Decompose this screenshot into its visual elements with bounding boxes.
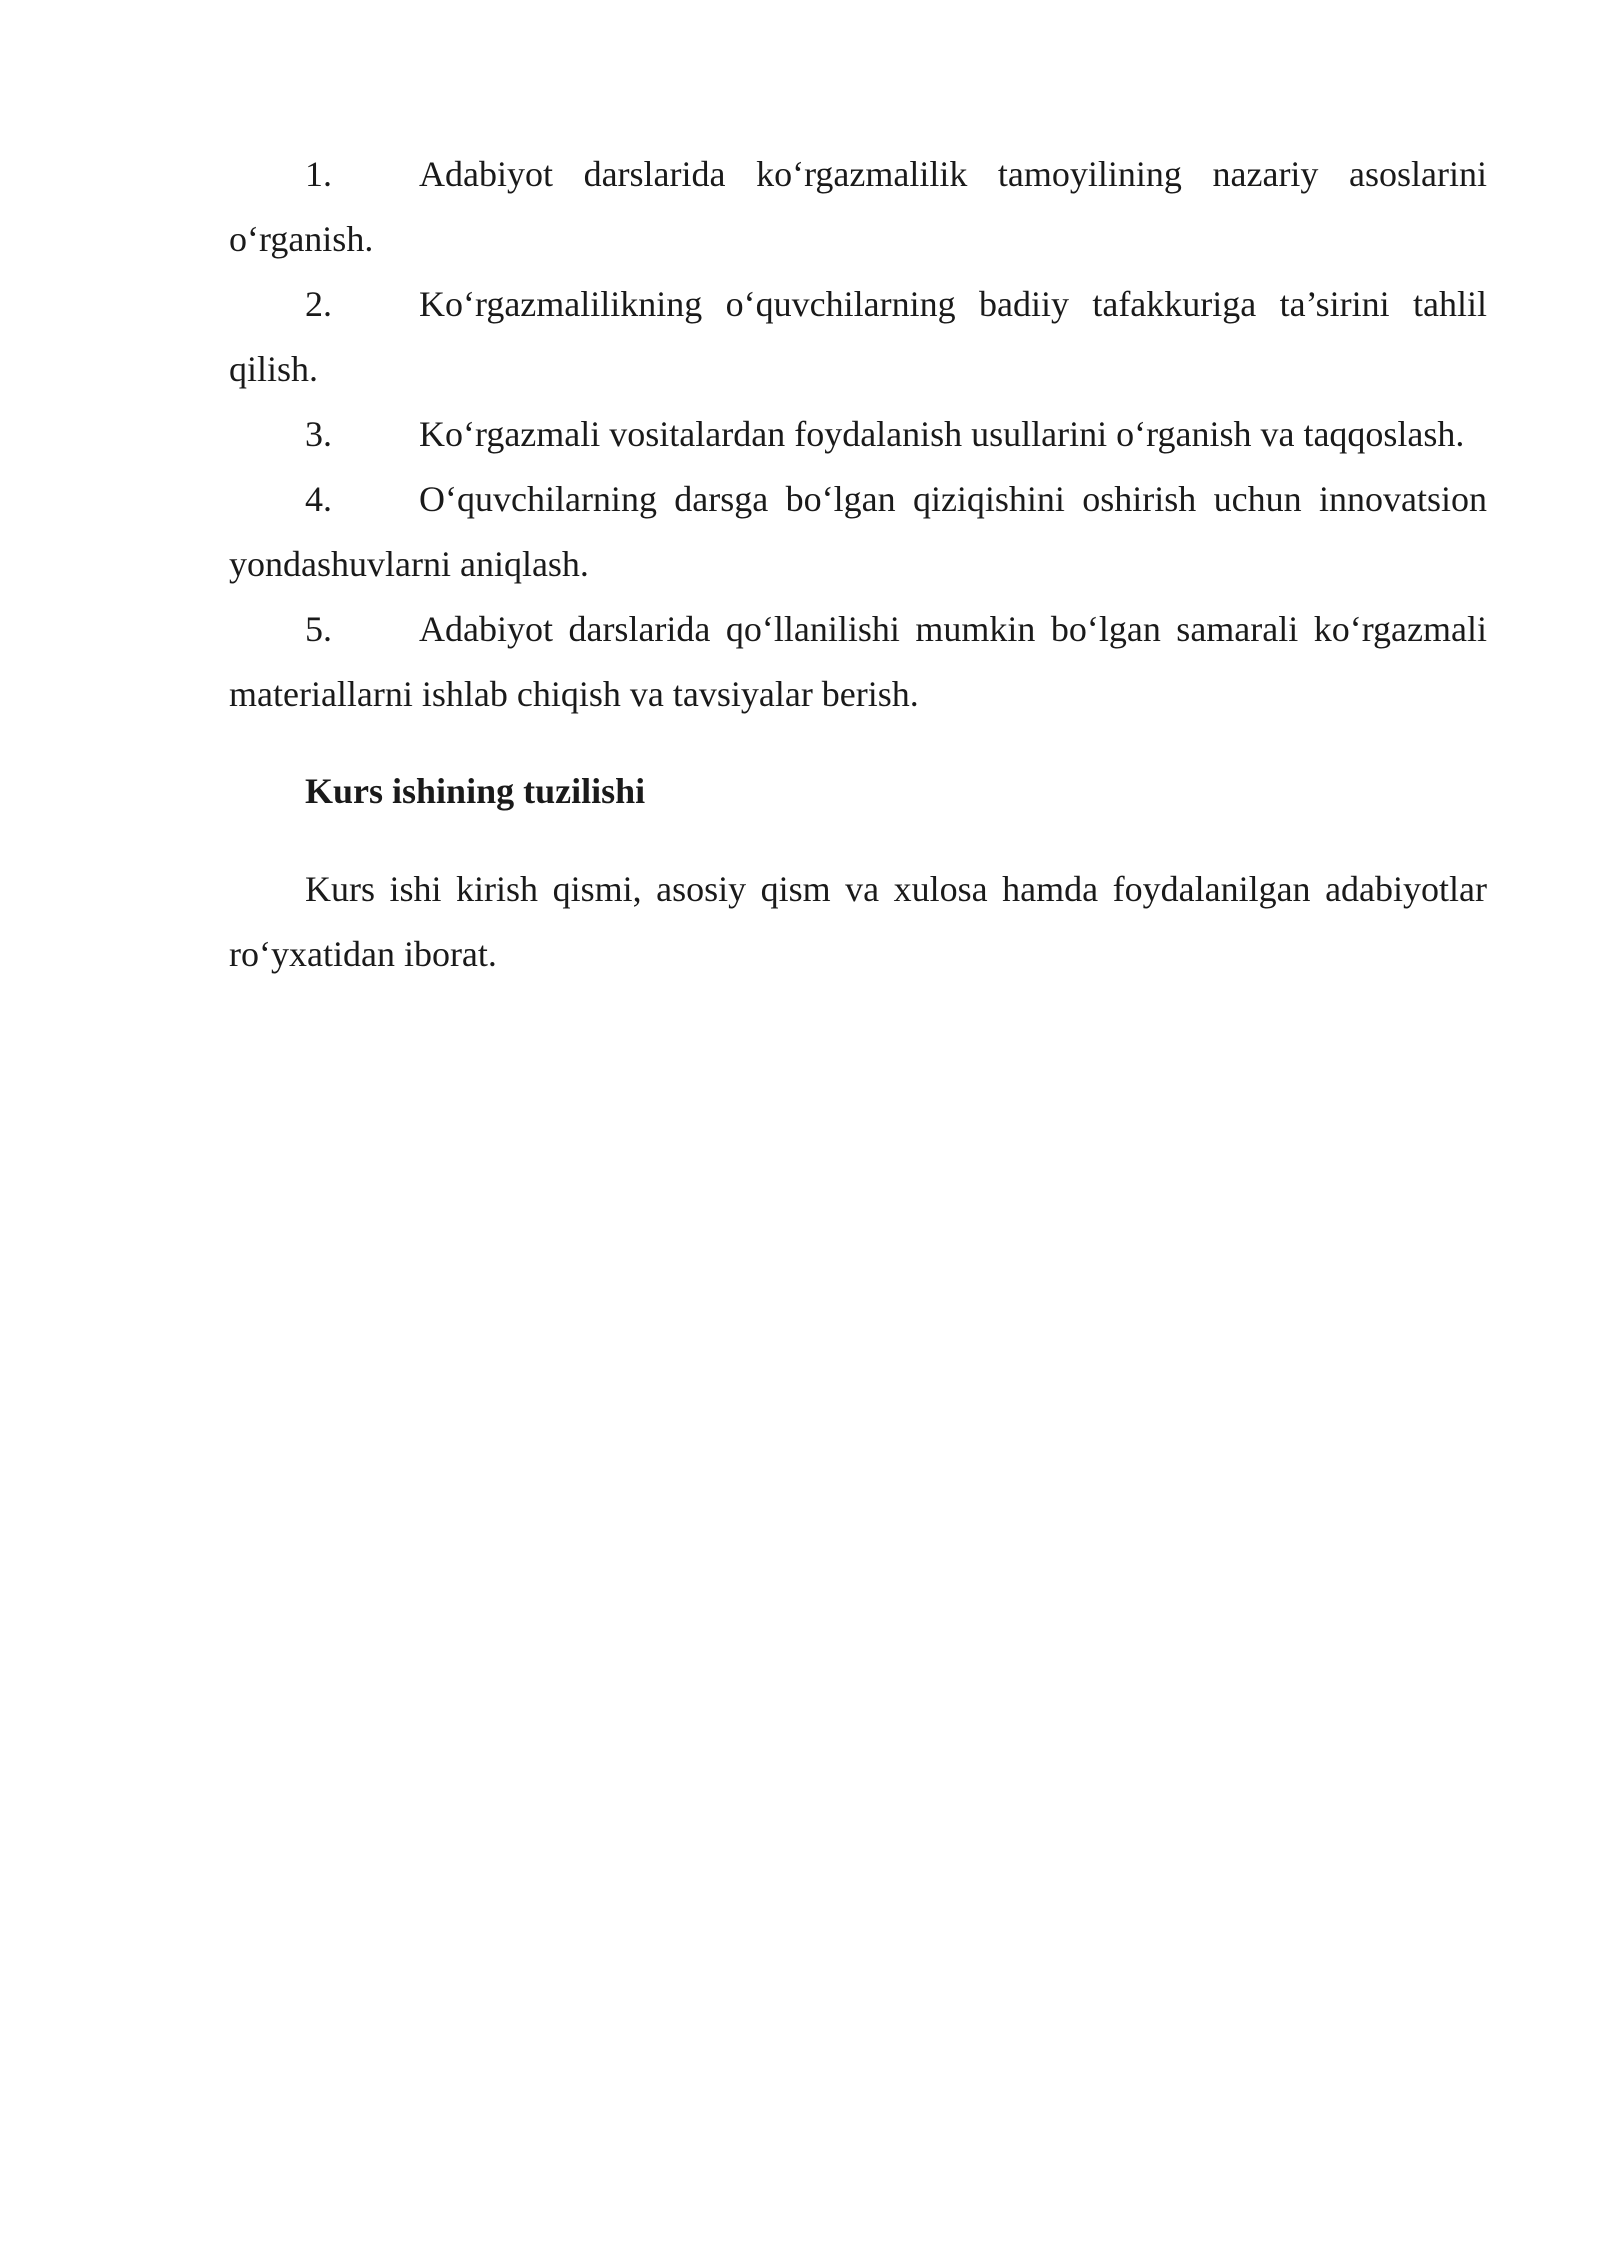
list-item-text: Adabiyot darslarida qo‘llanilishi mumkin bo‘lgan samarali ko‘rgazmali materiallarni ishlab chiqish va tavsiyalar berish. bbox=[229, 609, 1487, 714]
list-item-text: Ko‘rgazmali vositalardan foydalanish usullarini o‘rganish va taqqoslash. bbox=[419, 414, 1465, 454]
list-item-text: O‘quvchilarning darsga bo‘lgan qiziqishini oshirish uchun innovatsion yondashuvlarni aniqlash. bbox=[229, 479, 1487, 584]
list-item bbox=[229, 597, 1487, 727]
section-heading: Kurs ishining tuzilishi bbox=[305, 771, 646, 811]
list-item bbox=[229, 467, 1487, 597]
list-item-text: Adabiyot darslarida ko‘rgazmalilik tamoyilining nazariy asoslarini o‘rganish. bbox=[229, 154, 1487, 259]
list-item-number: 4. bbox=[305, 479, 332, 519]
list-item-number: 3. bbox=[305, 414, 332, 454]
list-item-number: 1. bbox=[305, 154, 332, 194]
list-item bbox=[229, 142, 1487, 272]
document-body bbox=[229, 142, 1487, 987]
list-item-number: 2. bbox=[305, 284, 332, 324]
body-paragraph: Kurs ishi kirish qismi, asosiy qism va xulosa hamda foydalanilgan adabiyotlar ro‘yxatidan iborat. bbox=[229, 869, 1487, 974]
list-item-number: 5. bbox=[305, 609, 332, 649]
list-item bbox=[229, 402, 1487, 467]
list-item bbox=[229, 272, 1487, 402]
list-item-text: Ko‘rgazmalilikning o‘quvchilarning badiiy tafakkuriga ta’sirini tahlil qilish. bbox=[229, 284, 1487, 389]
